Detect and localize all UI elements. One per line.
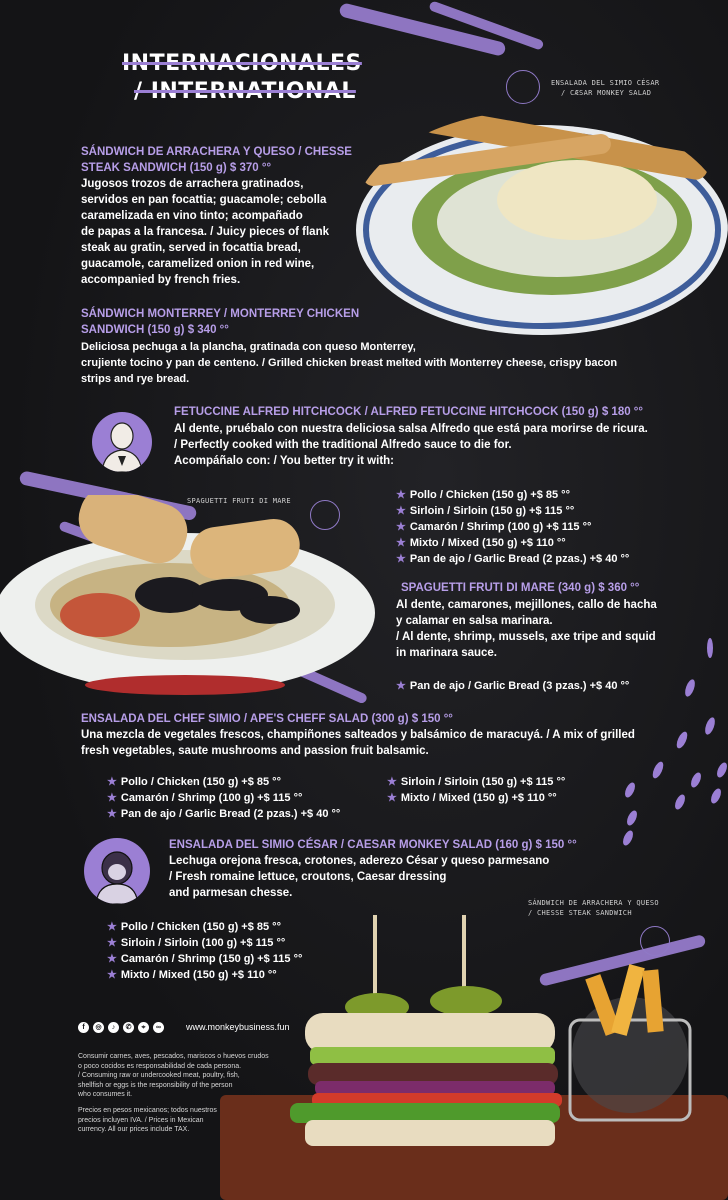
chef-salad-addon-item: ★ Pollo / Chicken (150 g) +$ 85 °° [107,776,281,788]
star-icon: ★ [396,521,406,533]
star-icon: ★ [107,792,117,804]
star-icon: ★ [396,537,406,549]
tiktok-icon[interactable]: ♪ [108,1022,119,1033]
arrachera-sandwich-description: Jugosos trozos de arrachera gratinados, servidos en pan focattia; guacamole; cebolla caramelizada en vino tinto; acompañado de papas a la francesa. / Juicy pieces of flank steak au gratin, served in focattia bread, guacamole, caramelized onion in red wine, accompanied by french fries. [81,178,330,286]
caesar-salad-title: ENSALADA DEL SIMIO CÉSAR / CAESAR MONKEY SALAD (160 g) $ 150 °° [169,839,577,851]
arrachera-sandwich-title: SÁNDWICH DE ARRACHERA Y QUESO / CHESSE STEAK SANDWICH (150 g) $ 370 °° [81,146,352,174]
caesar-photo-caption: ENSALADA DEL SIMIO CÉSAR / CÆSAR MONKEY SALAD [551,79,660,97]
social-icons [78,1022,164,1033]
chef-salad-title: ENSALADA DEL CHEF SIMIO / APE'S CHEFF SALAD (300 g) $ 150 °° [81,713,453,725]
monterrey-sandwich-title: SÁNDWICH MONTERREY / MONTERREY CHICKEN SANDWICH (150 g) $ 340 °° [81,308,360,336]
sandwich-image [220,915,728,1200]
star-icon: ★ [107,921,117,933]
caesar-salad-image [352,110,728,340]
monkey-illustration-icon [84,838,150,904]
fetuccine-title: FETUCCINE ALFRED HITCHCOCK / ALFRED FETUCCINE HITCHCOCK (150 g) $ 180 °° [174,406,644,418]
caesar-monkey-portrait [84,838,150,904]
spaguetti-photo-caption: SPAGUETTI FRUTI DI MARE [187,497,291,505]
title-line-2: / INTERNATIONAL [134,79,356,104]
star-icon: ★ [107,937,117,949]
chef-salad-addon-item: ★ Sirloin / Sirloin (150 g) +$ 115 °° [387,776,566,788]
hitchcock-portrait [92,412,152,472]
fetuccine-addon-item: ★ Mixto / Mixed (150 g) +$ 110 °° [396,537,566,549]
sandwich-photo-caption: SÁNDWICH DE ARRACHERA Y QUESO / CHESSE STEAK SANDWICH [528,899,659,917]
monterrey-sandwich-description: Deliciosa pechuga a la plancha, gratinada con queso Monterrey, crujiente tocino y pan de centeno. / Grilled chicken breast melted with Monterrey cheese, crispy bacon strips and rye bread. [81,341,618,385]
page-title [122,50,382,106]
caesar-addon-item: ★ Sirloin / Sirloin (100 g) +$ 115 °° [107,937,286,949]
spaguetti-addon-item: ★ Pan de ajo / Garlic Bread (3 pzas.) +$ 40 °° [396,680,630,692]
chef-salad-description: Una mezcla de vegetales frescos, champiñones salteados y balsámico de maracuyá. / A mix of grilled fresh vegetables, saute mushrooms and passion fruit balsamic. [81,729,635,757]
portrait-illustration-icon [92,412,152,472]
star-icon: ★ [107,808,117,820]
spaguetti-title: SPAGUETTI FRUTI DI MARE (340 g) $ 360 °° [401,582,640,594]
star-icon: ★ [387,776,397,788]
caesar-addon-item: ★ Pollo / Chicken (150 g) +$ 85 °° [107,921,281,933]
disclaimer-text: Consumir carnes, aves, pescados, mariscos o huevos crudos o poco cocidos es responsabilidad de cada persona. / Consuming raw or undercooked meat, poultry, fish, shellfish or eggs is the responsibility of the person who consumes it. [78,1053,269,1098]
caesar-salad-description: Lechuga orejona fresca, crotones, aderezo César y queso parmesano / Fresh romaine lettuce, croutons, Caesar dressing and parmesan chesse. [169,855,550,899]
fetuccine-addon-item: ★ Pollo / Chicken (150 g) +$ 85 °° [396,489,570,501]
chef-salad-addon-item: ★ Mixto / Mixed (150 g) +$ 110 °° [387,792,557,804]
star-icon: ★ [396,505,406,517]
star-icon: ★ [396,680,406,692]
decorative-brush-stroke [338,2,506,57]
star-icon: ★ [107,776,117,788]
fetuccine-addon-item: ★ Pan de ajo / Garlic Bread (2 pzas.) +$ 40 °° [396,553,630,565]
star-icon: ★ [396,553,406,565]
tripadvisor-icon[interactable]: ∞ [153,1022,164,1033]
location-icon[interactable]: ⌖ [138,1022,149,1033]
spaguetti-plate-image [0,495,380,700]
star-icon: ★ [107,953,117,965]
chef-salad-addon-item: ★ Camarón / Shrimp (100 g) +$ 115 °° [107,792,303,804]
whatsapp-icon[interactable]: ✆ [123,1022,134,1033]
chef-salad-addon-item: ★ Pan de ajo / Garlic Bread (2 pzas.) +$ 40 °° [107,808,341,820]
website-link[interactable]: www.monkeybusiness.fun [186,1022,290,1032]
instagram-icon[interactable]: ◎ [93,1022,104,1033]
fetuccine-addon-item: ★ Sirloin / Sirloin (150 g) +$ 115 °° [396,505,575,517]
star-icon: ★ [387,792,397,804]
spaguetti-description: Al dente, camarones, mejillones, callo de hacha y calamar en salsa marinara. / Al dente, shrimp, mussels, axe tripe and squid in marinara sauce. [396,599,657,659]
caesar-addon-item: ★ Camarón / Shrimp (150 g) +$ 115 °° [107,953,303,965]
facebook-icon[interactable]: f [78,1022,89,1033]
title-line-1: INTERNACIONALES [122,51,362,76]
fetuccine-addon-item: ★ Camarón / Shrimp (100 g) +$ 115 °° [396,521,592,533]
caesar-addon-item: ★ Mixto / Mixed (150 g) +$ 110 °° [107,969,277,981]
star-icon: ★ [396,489,406,501]
star-icon: ★ [107,969,117,981]
caption-arrow-icon [506,70,540,104]
fetuccine-description: Al dente, pruébalo con nuestra deliciosa salsa Alfredo que está para morirse de ricura. / Perfectly cooked with the traditional Alfredo sauce to die for. Acompáñalo con: / You better try it with: [174,423,648,467]
prices-note: Precios en pesos mexicanos; todos nuestros precios incluyen IVA. / Prices in Mexican currency. All our prices include TAX. [78,1107,217,1133]
